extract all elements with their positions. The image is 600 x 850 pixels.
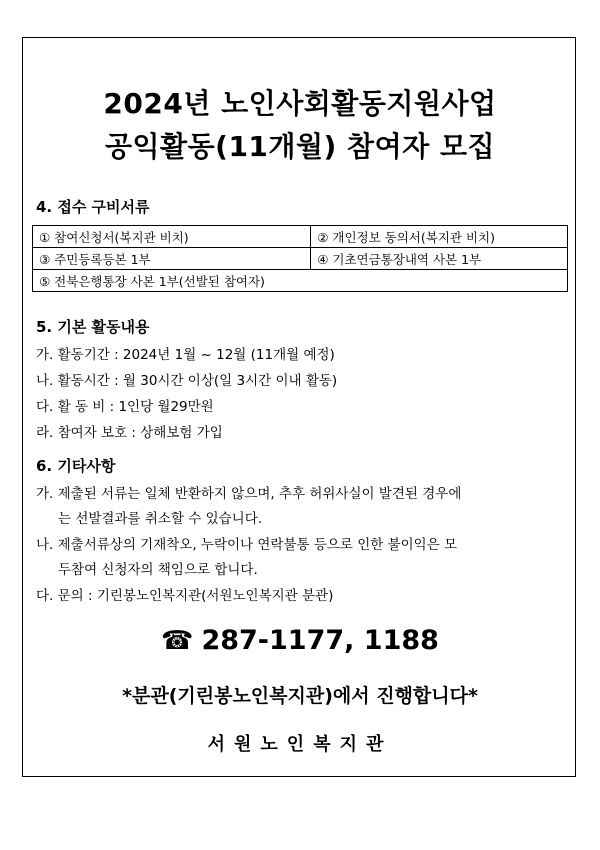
venue-note: *분관(기린봉노인복지관)에서 진행합니다* xyxy=(122,685,478,707)
activity-period: 가. 활동기간 : 2024년 1월 ~ 12월 (11개월 예정) xyxy=(36,347,335,363)
document-item: ① 참여신청서(복지관 비치) xyxy=(33,226,311,248)
section-heading-misc: 6. 기타사항 xyxy=(36,457,116,475)
participant-protection: 라. 참여자 보호 : 상해보험 가입 xyxy=(36,425,223,441)
document-item: ② 개인정보 동의서(복지관 비치) xyxy=(311,226,568,248)
document-item: ④ 기초연금통장내역 사본 1부 xyxy=(311,248,568,270)
documents-table xyxy=(32,225,568,292)
title-line-2: 공익활동(11개월) 참여자 모집 xyxy=(104,130,496,163)
section-heading-activity: 5. 기본 활동내용 xyxy=(36,318,150,336)
activity-hours: 나. 활동시간 : 월 30시간 이상(일 3시간 이내 활동) xyxy=(36,373,338,389)
telephone-icon: ☎ xyxy=(161,626,194,656)
phone-number: 287-1177, 1188 xyxy=(201,625,439,656)
activity-pay: 다. 활 동 비 : 1인당 월29만원 xyxy=(36,399,214,415)
document-item: ③ 주민등록등본 1부 xyxy=(33,248,311,270)
title-line-1: 2024년 노인사회활동지원사업 xyxy=(103,87,497,120)
section-heading-documents: 4. 접수 구비서류 xyxy=(36,198,150,216)
contact-phone xyxy=(0,625,600,656)
misc-item-1-line-2: 는 선발결과를 취소할 수 있습니다. xyxy=(58,511,263,527)
table-row xyxy=(33,226,568,248)
table-row xyxy=(33,270,568,292)
misc-item-3-inquiry: 다. 문의 : 기린봉노인복지관(서원노인복지관 분관) xyxy=(36,588,334,604)
misc-item-2-line-2: 두참여 신청자의 책임으로 합니다. xyxy=(58,562,258,578)
document-item: ⑤ 전북은행통장 사본 1부(선발된 참여자) xyxy=(33,270,568,292)
misc-item-2-line-1: 나. 제출서류상의 기재착오, 누락이나 연락불통 등으로 인한 불이익은 모 xyxy=(36,537,458,553)
organization-name: 서원노인복지관 xyxy=(207,734,393,755)
table-row xyxy=(33,248,568,270)
misc-item-1-line-1: 가. 제출된 서류는 일체 반환하지 않으며, 추후 허위사실이 발견된 경우에 xyxy=(36,486,462,502)
